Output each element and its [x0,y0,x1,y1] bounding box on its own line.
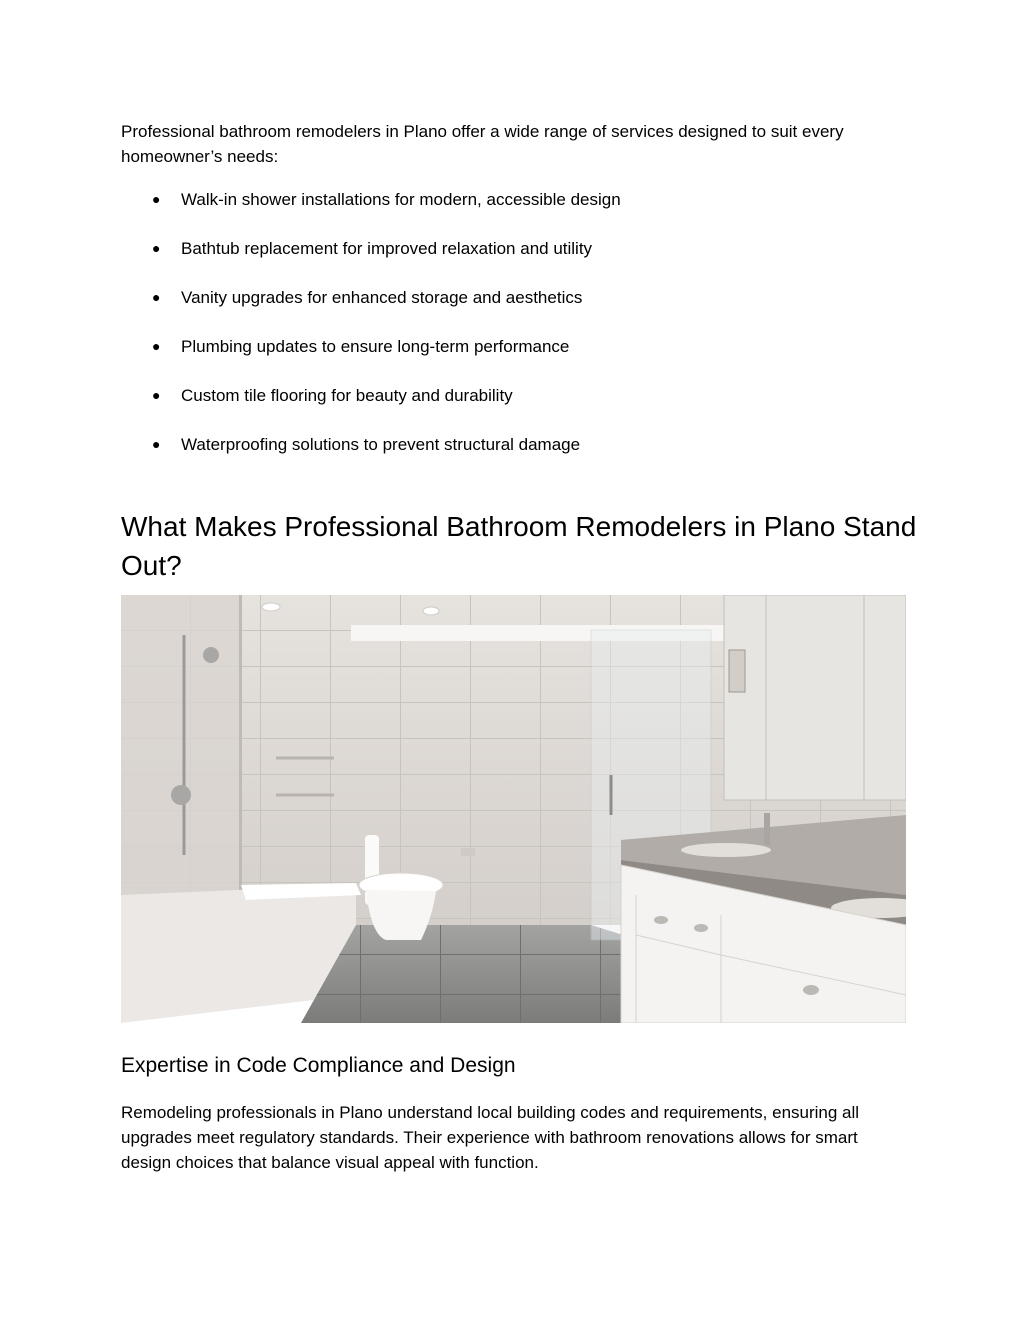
list-item-text: Bathtub replacement for improved relaxation and utility [181,239,593,258]
bullet-icon: ● [152,338,161,354]
bullet-icon: ● [152,436,161,452]
list-item-text: Plumbing updates to ensure long-term performance [181,337,570,356]
list-item [121,432,621,481]
bullet-icon: ● [152,289,161,305]
body-paragraph: Remodeling professionals in Plano understand local building codes and requirements, ensuring all upgrades meet regulatory standards. Their experience with bathroom renovations allows for smart design choices that balance visual appeal with function. [121,1103,860,1172]
bullet-icon: ● [152,387,161,403]
bullet-icon: ● [152,191,161,207]
section-heading: What Makes Professional Bathroom Remodelers in Plano Stand Out? [121,511,917,581]
list-item-text: Custom tile flooring for beauty and durability [181,386,513,405]
bathroom-illustration [121,595,906,1023]
list-item [121,187,621,236]
intro-paragraph: Professional bathroom remodelers in Plano offer a wide range of services designed to suit every homeowner’s needs: [121,122,844,166]
services-list [121,187,621,481]
list-item [121,285,621,334]
list-item [121,236,621,285]
list-item-text: Walk-in shower installations for modern, accessible design [181,190,621,209]
bullet-icon: ● [152,240,161,256]
list-item [121,383,621,432]
bathroom-photo [121,595,906,1023]
subheading: Expertise in Code Compliance and Design [121,1054,516,1077]
list-item-text: Vanity upgrades for enhanced storage and aesthetics [181,288,583,307]
list-item-text: Waterproofing solutions to prevent structural damage [181,435,581,454]
list-item [121,334,621,383]
